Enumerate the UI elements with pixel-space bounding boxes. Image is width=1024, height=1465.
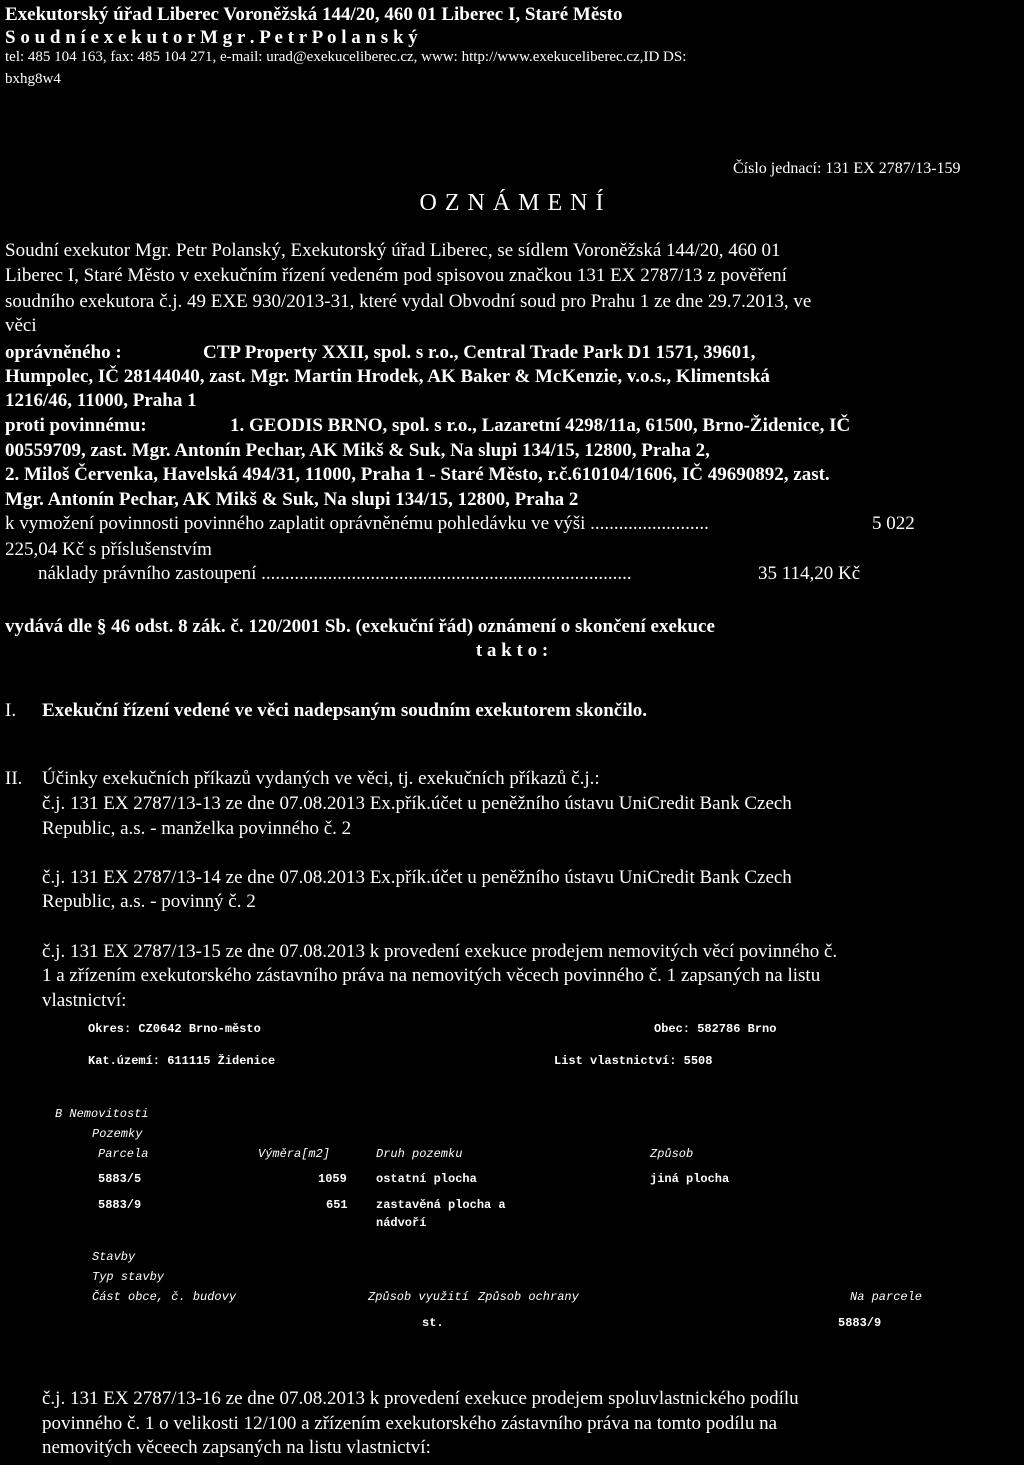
claim-line: 225,04 Kč s příslušenstvím bbox=[5, 539, 212, 560]
claim-amount: 5 022 bbox=[872, 513, 915, 534]
order-line: č.j. 131 EX 2787/13-15 ze dne 07.08.2013 k provedení exekuce prodejem nemovitých věcí povinného č. bbox=[42, 941, 838, 962]
case-reference: Číslo jednací: 131 EX 2787/13-159 bbox=[733, 160, 961, 177]
cadastre-territory: Kat.území: 611115 Židenice bbox=[88, 1054, 276, 1068]
building-parcel: 5883/9 bbox=[838, 1316, 882, 1330]
legal-costs-line: náklady právního zastoupení .............................................................................. bbox=[38, 563, 632, 584]
column-header: Druh pozemku bbox=[376, 1147, 463, 1161]
order-line: 1 a zřízením exekutorského zástavního práva na nemovitých věcech povinného č. 1 zapsaných na listu bbox=[42, 965, 821, 986]
office-header: Exekutorský úřad Liberec Voroněžská 144/20, 460 01 Liberec I, Staré Město bbox=[5, 4, 623, 25]
debtor-line: Mgr. Antonín Pechar, AK Mikš & Suk, Na slupi 134/15, 12800, Praha 2 bbox=[5, 489, 579, 510]
column-header: Způsob ochrany bbox=[478, 1290, 579, 1304]
intro-line: Soudní exekutor Mgr. Petr Polanský, Exekutorský úřad Liberec, se sídlem Voroněžská 144/20, 460 01 bbox=[5, 240, 781, 261]
column-header: Část obce, č. budovy bbox=[92, 1290, 237, 1304]
section-heading: B Nemovitosti bbox=[55, 1107, 149, 1121]
item-number: I. bbox=[5, 700, 17, 721]
item-text: Exekuční řízení vedené ve věci nadepsaným soudním exekutorem skončilo. bbox=[42, 700, 648, 721]
order-line: č.j. 131 EX 2787/13-14 ze dne 07.08.2013 Ex.přík.účet u peněžního ústavu UniCredit Bank Czech bbox=[42, 867, 792, 888]
issue-line: vydává dle § 46 odst. 8 zák. č. 120/2001 Sb. (exekuční řád) oznámení o skončení exekuce bbox=[5, 616, 715, 637]
debtor-label: proti povinnému: bbox=[5, 415, 147, 436]
section-subheading: Pozemky bbox=[92, 1127, 143, 1141]
parcel-type-cont: nádvoří bbox=[376, 1216, 427, 1230]
parcel-number: 5883/9 bbox=[98, 1198, 142, 1212]
intro-line: soudního exekutora č.j. 49 EXE 930/2013-31, které vydal Obvodní soud pro Prahu 1 ze dne 29.7.2013, ve bbox=[5, 291, 812, 312]
order-line: č.j. 131 EX 2787/13-16 ze dne 07.08.2013 k provedení exekuce prodejem spoluvlastnického podílu bbox=[42, 1388, 799, 1409]
order-line: Republic, a.s. - manželka povinného č. 2 bbox=[42, 818, 352, 839]
debtor-line: 1. GEODIS BRNO, spol. s r.o., Lazaretní 4298/11a, 61500, Brno-Židenice, IČ bbox=[230, 415, 851, 436]
cadastre-municipality: Obec: 582786 Brno bbox=[654, 1022, 777, 1036]
column-header: Výměra[m2] bbox=[258, 1147, 331, 1161]
legal-costs-amount: 35 114,20 Kč bbox=[758, 563, 861, 584]
executor-name: S o u d n í e x e k u t o r M g r . P e t r P o l a n s k ý bbox=[5, 27, 418, 48]
creditor-line: 1216/46, 11000, Praha 1 bbox=[5, 390, 197, 411]
parcel-area: 651 bbox=[326, 1198, 348, 1212]
parcel-type: zastavěná plocha a bbox=[376, 1198, 506, 1212]
contact-line: tel: 485 104 163, fax: 485 104 271, e-mail: urad@exekuceliberec.cz, www: http://www.exekuceliberec.cz,ID DS: bbox=[5, 49, 687, 65]
order-line: vlastnictví: bbox=[42, 990, 127, 1011]
order-line: č.j. 131 EX 2787/13-13 ze dne 07.08.2013 Ex.přík.účet u peněžního ústavu UniCredit Bank Czech bbox=[42, 793, 792, 814]
document-title: O Z N Á M E N Í bbox=[419, 190, 605, 216]
parcel-number: 5883/5 bbox=[98, 1172, 142, 1186]
creditor-line: Humpolec, IČ 28144040, zast. Mgr. Martin Hrodek, AK Baker & McKenzie, v.o.s., Klimentská bbox=[5, 366, 770, 387]
parcel-type: ostatní plocha bbox=[376, 1172, 477, 1186]
debtor-line: 2. Miloš Červenka, Havelská 494/31, 11000, Praha 1 - Staré Město, r.č.610104/1606, IČ 49690892, zast. bbox=[5, 464, 830, 485]
claim-line: k vymožení povinnosti povinného zaplatit oprávněnému pohledávku ve výši ......................... bbox=[5, 513, 709, 534]
item-text: Účinky exekučních příkazů vydaných ve věci, tj. exekučních příkazů č.j.: bbox=[42, 768, 600, 789]
buildings-heading: Stavby bbox=[92, 1250, 136, 1264]
item-number: II. bbox=[5, 768, 23, 789]
order-line: Republic, a.s. - povinný č. 2 bbox=[42, 891, 256, 912]
cadastre-district: Okres: CZ0642 Brno-město bbox=[88, 1022, 261, 1036]
issue-thus: t a k t o : bbox=[475, 640, 549, 661]
column-header: Způsob využití bbox=[368, 1290, 469, 1304]
column-header: Způsob bbox=[650, 1147, 694, 1161]
order-line: povinného č. 1 o velikosti 12/100 a zřízením exekutorského zástavního práva na tomto podílu na bbox=[42, 1413, 778, 1434]
intro-line: věci bbox=[5, 315, 37, 336]
building-type: st. bbox=[422, 1316, 444, 1330]
parcel-use: jiná plocha bbox=[650, 1172, 730, 1186]
order-line: nemovitých věceech zapsaných na listu vlastnictví: bbox=[42, 1437, 431, 1458]
column-header: Na parcele bbox=[850, 1290, 923, 1304]
creditor-label: oprávněného : bbox=[5, 342, 122, 363]
creditor-line: CTP Property XXII, spol. s r.o., Central Trade Park D1 1571, 39601, bbox=[203, 342, 756, 363]
column-header: Parcela bbox=[98, 1147, 149, 1161]
cadastre-lv: List vlastnictví: 5508 bbox=[554, 1054, 713, 1068]
data-box-id: bxhg8w4 bbox=[5, 71, 61, 87]
debtor-line: 00559709, zast. Mgr. Antonín Pechar, AK Mikš & Suk, Na slupi 134/15, 12800, Praha 2, bbox=[5, 440, 710, 461]
column-header: Typ stavby bbox=[92, 1270, 165, 1284]
intro-line: Liberec I, Staré Město v exekučním řízení vedeném pod spisovou značkou 131 EX 2787/13 z pověření bbox=[5, 265, 787, 286]
parcel-area: 1059 bbox=[318, 1172, 347, 1186]
